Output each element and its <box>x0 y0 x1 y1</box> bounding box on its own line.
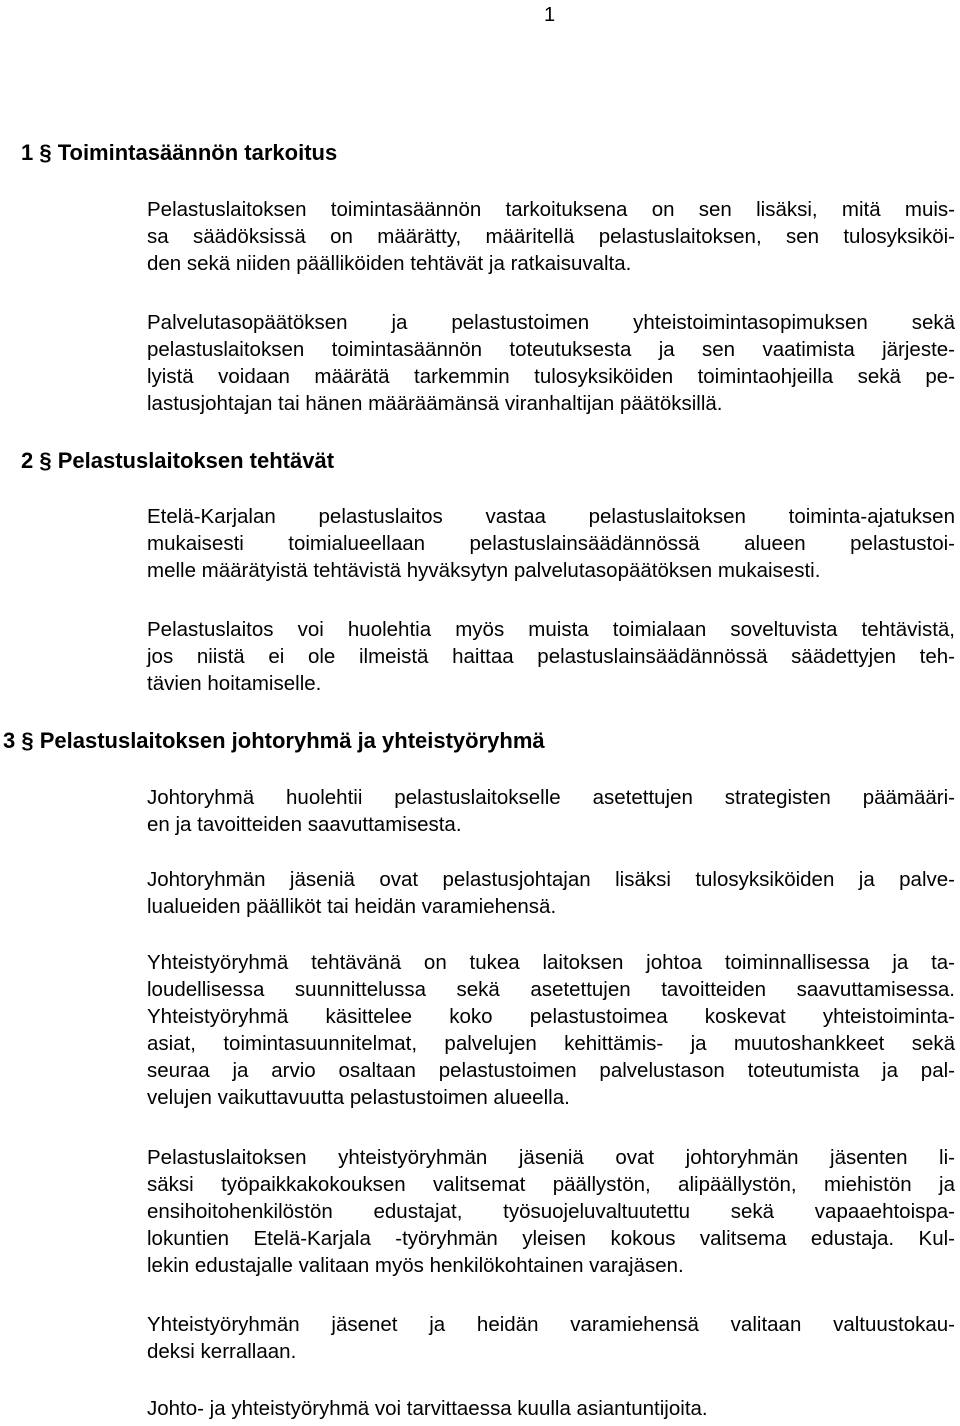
text-line: deksi kerrallaan. <box>147 1340 297 1363</box>
section-3-paragraph-3 <box>147 949 955 1111</box>
section-1-heading: 1 § Toimintasäännön tarkoitus <box>21 140 338 165</box>
text-line: Pelastuslaitos voi huolehtia myös muista toimialaan soveltuvista tehtävistä, <box>147 618 955 641</box>
section-2-heading: 2 § Pelastuslaitoksen tehtävät <box>21 448 335 473</box>
text-line: Johtoryhmän jäseniä ovat pelastusjohtajan lisäksi tulosyksiköiden ja palve- <box>147 868 955 891</box>
page-number: 1 <box>544 4 556 26</box>
section-1-paragraph-2 <box>147 309 955 417</box>
section-3-paragraph-4 <box>147 1144 955 1279</box>
text-line: säksi työpaikkakokouksen valitsemat päällystön, alipäällystön, miehistön ja <box>147 1173 955 1196</box>
text-line: tävien hoitamiselle. <box>147 672 322 695</box>
text-line: seuraa ja arvio osaltaan pelastustoimen palvelustason toteutumista ja pal- <box>147 1059 955 1082</box>
section-3-paragraph-6 <box>147 1395 955 1422</box>
text-line: lokuntien Etelä-Karjala -työryhmän yleisen kokous valitsema edustaja. Kul- <box>147 1227 955 1250</box>
text-line: melle määrätyistä tehtävistä hyväksytyn palvelutasopäätöksen mukaisesti. <box>147 559 821 582</box>
text-line: Yhteistyöryhmän jäsenet ja heidän varamiehensä valitaan valtuustokau- <box>147 1313 955 1336</box>
section-3-heading: 3 § Pelastuslaitoksen johtoryhmä ja yhteistyöryhmä <box>3 728 545 753</box>
section-2-paragraph-1 <box>147 503 955 584</box>
text-line: en ja tavoitteiden saavuttamisesta. <box>147 813 462 836</box>
text-line: Pelastuslaitoksen yhteistyöryhmän jäseniä ovat johtoryhmän jäsenten li- <box>147 1146 955 1169</box>
text-line: velujen vaikuttavuutta pelastustoimen alueella. <box>147 1086 570 1109</box>
section-3-paragraph-5 <box>147 1311 955 1365</box>
section-3-paragraph-1 <box>147 784 955 838</box>
text-line: Pelastuslaitoksen toimintasäännön tarkoituksena on sen lisäksi, mitä muis- <box>147 198 955 221</box>
text-line: Yhteistyöryhmä käsittelee koko pelastustoimea koskevat yhteistoiminta- <box>147 1005 955 1028</box>
text-line: Palvelutasopäätöksen ja pelastustoimen yhteistoimintasopimuksen sekä <box>147 311 955 334</box>
text-line: ensihoitohenkilöstön edustajat, työsuojeluvaltuutettu sekä vapaaehtoispa- <box>147 1200 955 1223</box>
text-line: loudellisessa suunnittelussa sekä asetettujen tavoitteiden saavuttamisessa. <box>147 978 955 1001</box>
text-line: lastusjohtajan tai hänen määräämänsä viranhaltijan päätöksillä. <box>147 392 723 415</box>
text-line: jos niistä ei ole ilmeistä haittaa pelastuslainsäädännössä säädettyjen teh- <box>147 645 955 668</box>
text-line: asiat, toimintasuunnitelmat, palvelujen kehittämis- ja muutoshankkeet sekä <box>147 1032 955 1055</box>
section-3-paragraph-2 <box>147 866 955 920</box>
text-line: sa säädöksissä on määrätty, määritellä pelastuslaitoksen, sen tulosyksiköi- <box>147 225 955 248</box>
section-1-paragraph-1 <box>147 196 955 277</box>
text-line: lualueiden päälliköt tai heidän varamiehensä. <box>147 895 557 918</box>
section-2-paragraph-2 <box>147 616 955 697</box>
text-line: Johto- ja yhteistyöryhmä voi tarvittaessa kuulla asiantuntijoita. <box>147 1397 708 1420</box>
text-line: Etelä-Karjalan pelastuslaitos vastaa pelastuslaitoksen toiminta-ajatuksen <box>147 505 955 528</box>
text-line: den sekä niiden päälliköiden tehtävät ja ratkaisuvalta. <box>147 252 632 275</box>
text-line: Johtoryhmä huolehtii pelastuslaitokselle asetettujen strategisten päämääri- <box>147 786 955 809</box>
text-line: Yhteistyöryhmä tehtävänä on tukea laitoksen johtoa toiminnallisessa ja ta- <box>147 951 955 974</box>
text-line: mukaisesti toimialueellaan pelastuslainsäädännössä alueen pelastustoi- <box>147 532 955 555</box>
text-line: lyistä voidaan määrätä tarkemmin tulosyksiköiden toimintaohjeilla sekä pe- <box>147 365 955 388</box>
text-line: lekin edustajalle valitaan myös henkilökohtainen varajäsen. <box>147 1254 684 1277</box>
text-line: pelastuslaitoksen toimintasäännön toteutuksesta ja sen vaatimista järjeste- <box>147 338 955 361</box>
